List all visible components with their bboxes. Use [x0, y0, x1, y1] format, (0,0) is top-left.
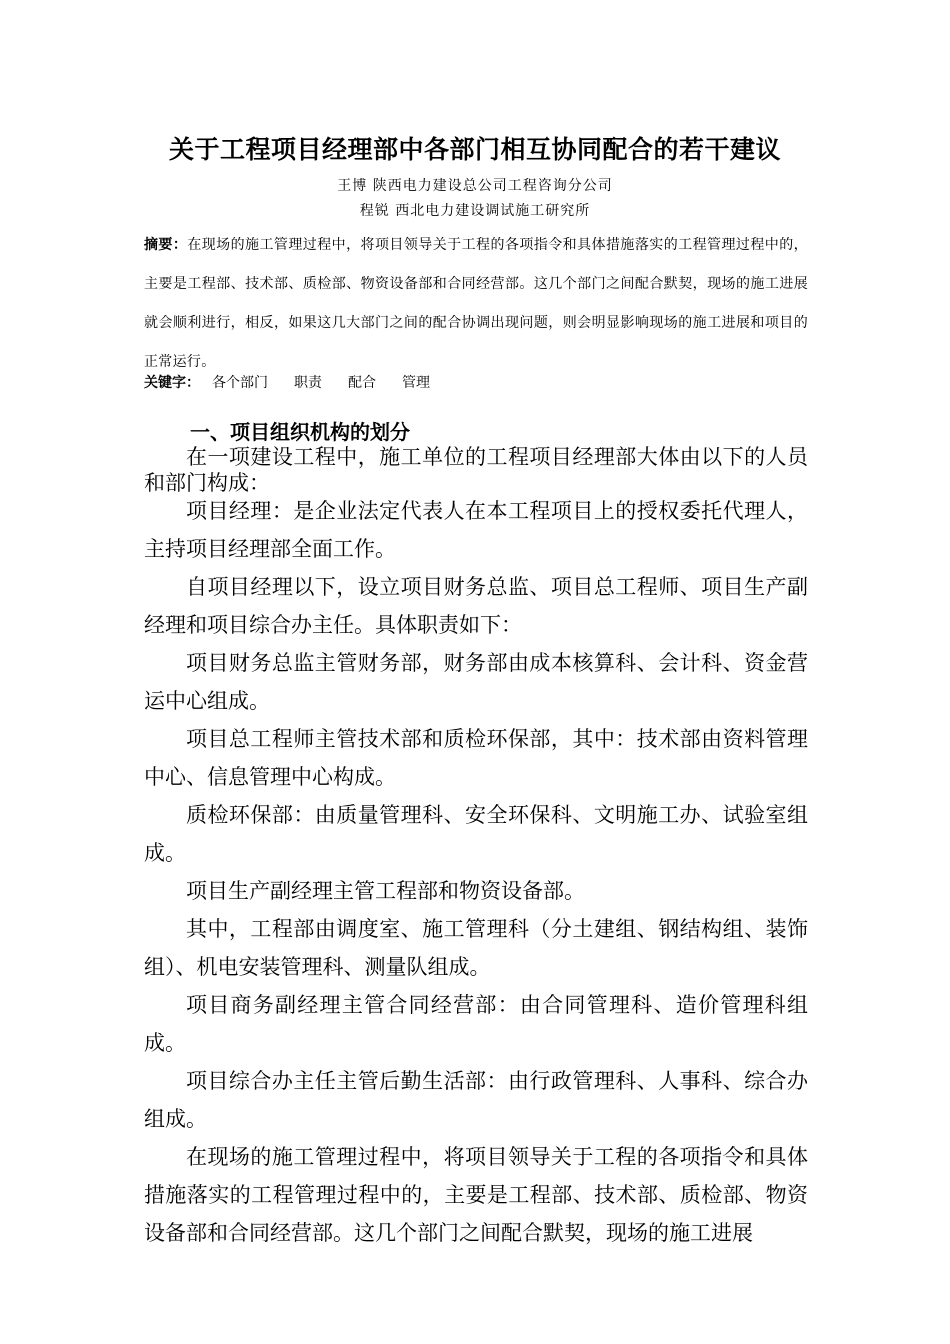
paragraph: 自项目经理以下，设立项目财务总监、项目总工程师、项目生产副经理和项目综合办主任。具体职责如下： — [144, 575, 808, 637]
keyword: 管理 — [402, 375, 430, 391]
keywords-label: 关键字： — [144, 375, 200, 391]
keyword: 各个部门 — [212, 375, 268, 391]
abstract — [144, 226, 808, 382]
paragraph: 其中，工程部由调度室、施工管理科（分土建组、钢结构组、装饰组）、机电安装管理科、测量队组成。 — [144, 917, 808, 979]
paragraph: 质检环保部：由质量管理科、安全环保科、文明施工办、试验室组成。 — [144, 803, 808, 865]
abstract-text: 在现场的施工管理过程中，将项目领导关于工程的各项指令和具体措施落实的工程管理过程中的，主要是工程部、技术部、质检部、物资设备部和合同经营部。这几个部门之间配合默契，现场的施工进展就会顺利进行，相反，如果这几大部门之间的配合协调出现问题，则会明显影响现场的施工进展和项目的正常运行。 — [144, 237, 808, 370]
keywords — [144, 371, 430, 395]
section-heading: 一、项目组织机构的划分 — [190, 420, 410, 444]
document-title: 关于工程项目经理部中各部门相互协同配合的若干建议 — [168, 135, 781, 164]
author-line-2: 程锐 西北电力建设调试施工研究所 — [359, 203, 591, 219]
paragraph: 项目总工程师主管技术部和质检环保部，其中：技术部由资料管理中心、信息管理中心构成。 — [144, 727, 808, 789]
paragraph: 项目财务总监主管财务部，财务部由成本核算科、会计科、资金营运中心组成。 — [144, 651, 808, 713]
paragraph: 项目商务副经理主管合同经营部：由合同管理科、造价管理科组成。 — [144, 993, 808, 1055]
keyword: 配合 — [348, 375, 376, 391]
paragraph: 在一项建设工程中，施工单位的工程项目经理部大体由以下的人员和部门构成： — [144, 445, 808, 495]
abstract-label: 摘要： — [144, 237, 188, 253]
paragraph: 项目综合办主任主管后勤生活部：由行政管理科、人事科、综合办组成。 — [144, 1069, 808, 1131]
paragraph: 项目经理：是企业法定代表人在本工程项目上的授权委托代理人，主持项目经理部全面工作。 — [144, 499, 808, 561]
keyword: 职责 — [294, 375, 322, 391]
body-text-block — [144, 492, 808, 1252]
body-paragraph-block — [144, 444, 808, 496]
paragraph: 在现场的施工管理过程中，将项目领导关于工程的各项指令和具体措施落实的工程管理过程中的，主要是工程部、技术部、质检部、物资设备部和合同经营部。这几个部门之间配合默契，现场的施工进展 — [144, 1145, 808, 1245]
author-line-1: 王博 陕西电力建设总公司工程咨询分公司 — [337, 178, 613, 194]
paragraph: 项目生产副经理主管工程部和物资设备部。 — [186, 879, 585, 903]
